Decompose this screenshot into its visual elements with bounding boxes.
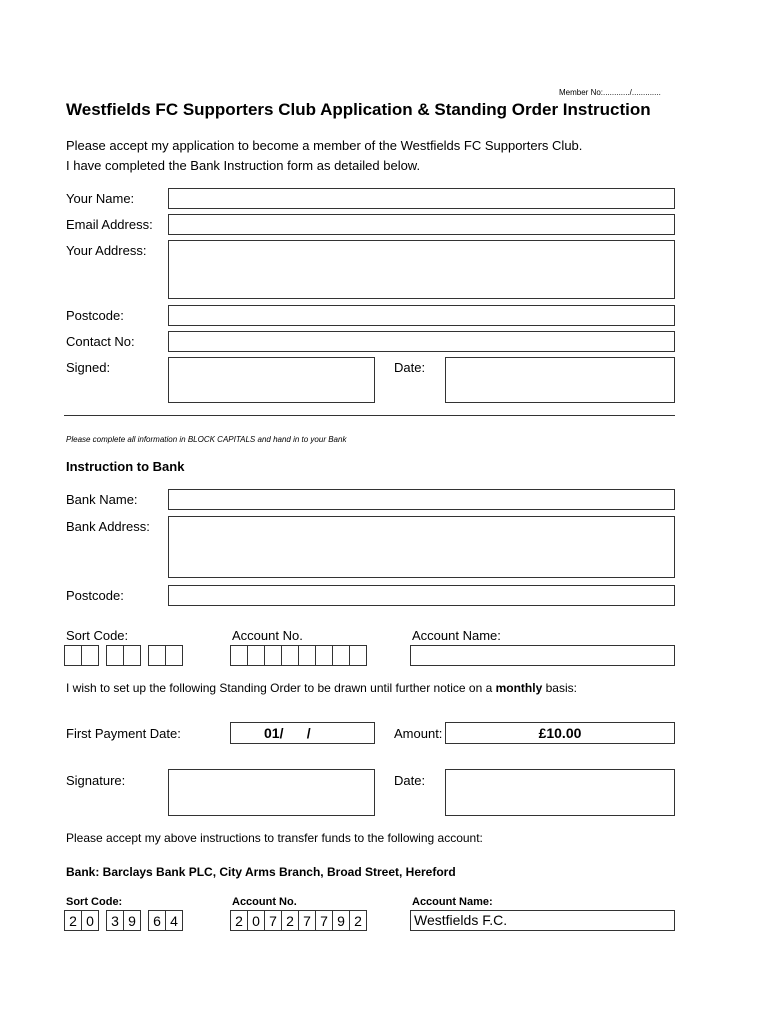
account-no-cells[interactable] — [230, 645, 366, 666]
account-no-cell[interactable] — [332, 645, 350, 666]
sort-code-cell[interactable] — [165, 645, 183, 666]
signed-label: Signed: — [66, 360, 111, 375]
payee-account-digit: 2 — [349, 910, 367, 931]
email-label: Email Address: — [66, 217, 153, 232]
postcode-label: Postcode: — [66, 308, 124, 323]
account-no-cell[interactable] — [247, 645, 265, 666]
bank-postcode-field[interactable] — [168, 585, 675, 606]
payee-account-digit: 0 — [247, 910, 265, 931]
sort-code-cell[interactable] — [148, 645, 166, 666]
payee-account-digit: 7 — [315, 910, 333, 931]
intro-line-2: I have completed the Bank Instruction form as detailed below. — [66, 158, 421, 173]
payee-sort-digit: 2 — [64, 910, 82, 931]
postcode-field[interactable] — [168, 305, 675, 326]
your-name-field[interactable] — [168, 188, 675, 209]
account-no-cell[interactable] — [349, 645, 367, 666]
your-address-label: Your Address: — [66, 243, 147, 258]
signature-field[interactable] — [168, 769, 375, 816]
payee-account-digit: 7 — [298, 910, 316, 931]
bank-details-line: Bank: Barclays Bank PLC, City Arms Branch, Broad Street, Hereford — [66, 865, 456, 879]
account-no-label: Account No. — [232, 628, 303, 643]
sort-code-cell[interactable] — [123, 645, 141, 666]
payee-account-digit: 7 — [264, 910, 282, 931]
contact-no-label: Contact No: — [66, 334, 135, 349]
account-no-cell[interactable] — [315, 645, 333, 666]
payee-sort-digit: 9 — [123, 910, 141, 931]
sort-code-cells[interactable] — [64, 645, 190, 666]
amount-field[interactable] — [445, 722, 675, 744]
payee-account-digit: 2 — [281, 910, 299, 931]
sort-code-cell[interactable] — [106, 645, 124, 666]
amount-label: Amount: — [394, 726, 443, 741]
bank-postcode-label: Postcode: — [66, 588, 124, 603]
payee-sort-digit: 6 — [148, 910, 166, 931]
account-no-cell[interactable] — [298, 645, 316, 666]
sort-code-label: Sort Code: — [66, 628, 129, 643]
sort-code-cell[interactable] — [64, 645, 82, 666]
block-capitals-note: Please complete all information in BLOCK CAPITALS and hand in to your Bank — [66, 435, 347, 444]
bank-date-field[interactable] — [445, 769, 675, 816]
account-no-cell[interactable] — [281, 645, 299, 666]
account-no-cell[interactable] — [230, 645, 248, 666]
sort-code-cell[interactable] — [81, 645, 99, 666]
application-date-field[interactable] — [445, 357, 675, 403]
your-address-field[interactable] — [168, 240, 675, 299]
bank-name-label: Bank Name: — [66, 492, 138, 507]
payee-account-no-cells — [230, 910, 366, 931]
account-name-label: Account Name: — [412, 628, 501, 643]
your-name-label: Your Name: — [66, 191, 135, 206]
member-number: Member No:............/............. — [559, 88, 661, 97]
intro-line-1: Please accept my application to become a member of the Westfields FC Supporters Club. — [66, 138, 583, 153]
contact-no-field[interactable] — [168, 331, 675, 352]
payee-sort-digit: 4 — [165, 910, 183, 931]
payee-sort-digit: 0 — [81, 910, 99, 931]
standing-order-text: I wish to set up the following Standing Order to be drawn until further notice on a monthly basis: — [66, 681, 577, 695]
bank-address-field[interactable] — [168, 516, 675, 578]
first-payment-value: 01/ / — [264, 725, 311, 741]
account-name-field[interactable] — [410, 645, 675, 666]
signature-label: Signature: — [66, 773, 126, 788]
payee-account-digit: 9 — [332, 910, 350, 931]
page-title: Westfields FC Supporters Club Application & Standing Order Instruction — [66, 100, 651, 119]
payee-sort-code-cells — [64, 910, 190, 931]
email-field[interactable] — [168, 214, 675, 235]
signed-field[interactable] — [168, 357, 375, 403]
instruction-heading: Instruction to Bank — [66, 459, 185, 474]
application-date-label: Date: — [394, 360, 426, 375]
account-no-cell[interactable] — [264, 645, 282, 666]
bank-address-label: Bank Address: — [66, 519, 150, 534]
amount-value: £10.00 — [538, 725, 582, 741]
first-payment-label: First Payment Date: — [66, 726, 181, 741]
payee-sort-code-label: Sort Code: — [66, 896, 123, 908]
bank-date-label: Date: — [394, 773, 426, 788]
payee-account-name-value: Westfields F.C. — [414, 912, 508, 928]
payee-sort-digit: 3 — [106, 910, 124, 931]
transfer-text: Please accept my above instructions to transfer funds to the following account: — [66, 831, 483, 845]
payee-account-name-label: Account Name: — [412, 896, 493, 908]
first-payment-field[interactable] — [230, 722, 375, 744]
payee-account-no-label: Account No. — [232, 896, 297, 908]
section-divider — [64, 415, 675, 416]
payee-account-digit: 2 — [230, 910, 248, 931]
payee-account-name-box — [410, 910, 675, 931]
bank-name-field[interactable] — [168, 489, 675, 510]
